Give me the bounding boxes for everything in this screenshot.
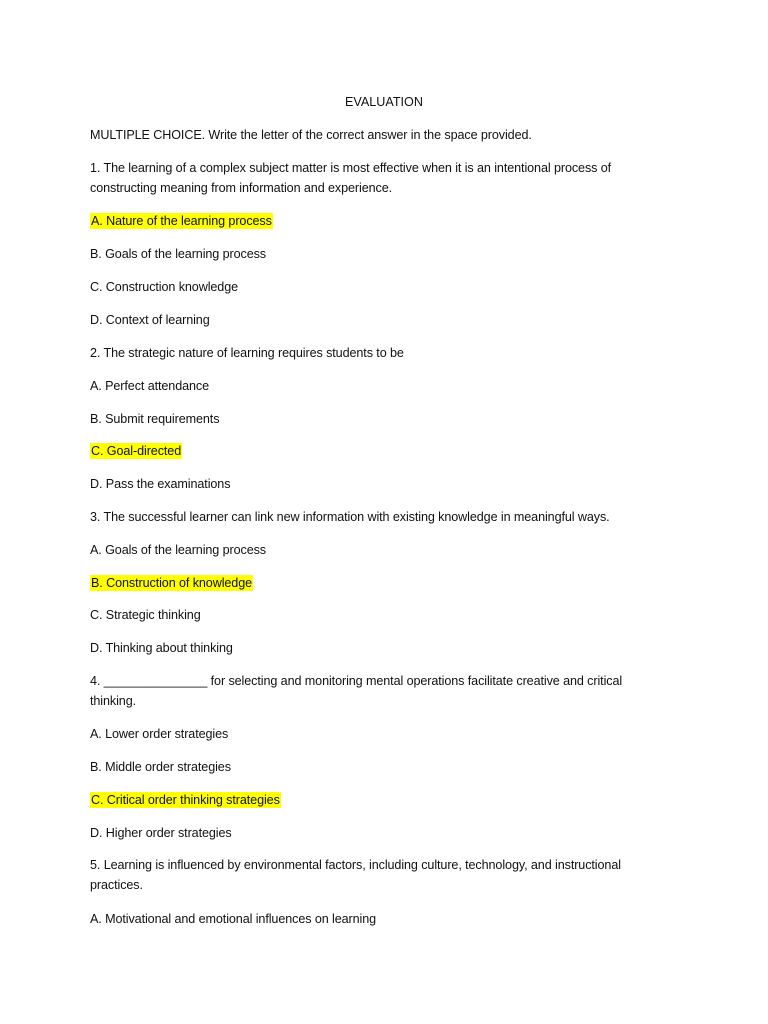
question-5-option-a: A. Motivational and emotional influences on learning [90, 912, 377, 926]
question-1-option-a [90, 211, 273, 231]
question-4-text-line-2: thinking. [90, 694, 137, 708]
highlighted-answer: A. Nature of the learning process [91, 214, 272, 228]
question-5-text-line-2: practices. [90, 878, 143, 892]
question-3-option-c: C. Strategic thinking [90, 608, 201, 622]
question-3-text: 3. The successful learner can link new information with existing knowledge in meaningful ways. [90, 510, 610, 524]
page-title: EVALUATION [345, 95, 423, 109]
question-2-option-c [90, 441, 182, 461]
question-1-option-b: B. Goals of the learning process [90, 247, 267, 261]
instructions: MULTIPLE CHOICE. Write the letter of the correct answer in the space provided. [90, 128, 532, 142]
question-4-option-a: A. Lower order strategies [90, 727, 229, 741]
question-1-text-line-1: 1. The learning of a complex subject matter is most effective when it is an intentional process of [90, 161, 612, 175]
highlighted-answer: C. Goal-directed [91, 444, 182, 458]
question-2-text: 2. The strategic nature of learning requires students to be [90, 346, 404, 360]
question-3-option-a: A. Goals of the learning process [90, 543, 267, 557]
question-5-text-line-1: 5. Learning is influenced by environmental factors, including culture, technology, and instructional [90, 858, 621, 872]
question-3-option-b [90, 573, 253, 593]
question-4-option-c [90, 790, 281, 810]
highlighted-answer: B. Construction of knowledge [91, 576, 253, 590]
question-1-text-line-2: constructing meaning from information and experience. [90, 181, 393, 195]
question-4-text-line-1: 4. _______________ for selecting and monitoring mental operations facilitate creative and critical [90, 674, 623, 688]
question-4-option-d: D. Higher order strategies [90, 826, 232, 840]
question-2-option-d: D. Pass the examinations [90, 477, 231, 491]
question-4-option-b: B. Middle order strategies [90, 760, 231, 774]
question-2-option-b: B. Submit requirements [90, 412, 220, 426]
question-1-option-d: D. Context of learning [90, 313, 210, 327]
question-3-option-d: D. Thinking about thinking [90, 641, 233, 655]
highlighted-answer: C. Critical order thinking strategies [91, 793, 280, 807]
question-2-option-a: A. Perfect attendance [90, 379, 210, 393]
question-1-option-c: C. Construction knowledge [90, 280, 239, 294]
